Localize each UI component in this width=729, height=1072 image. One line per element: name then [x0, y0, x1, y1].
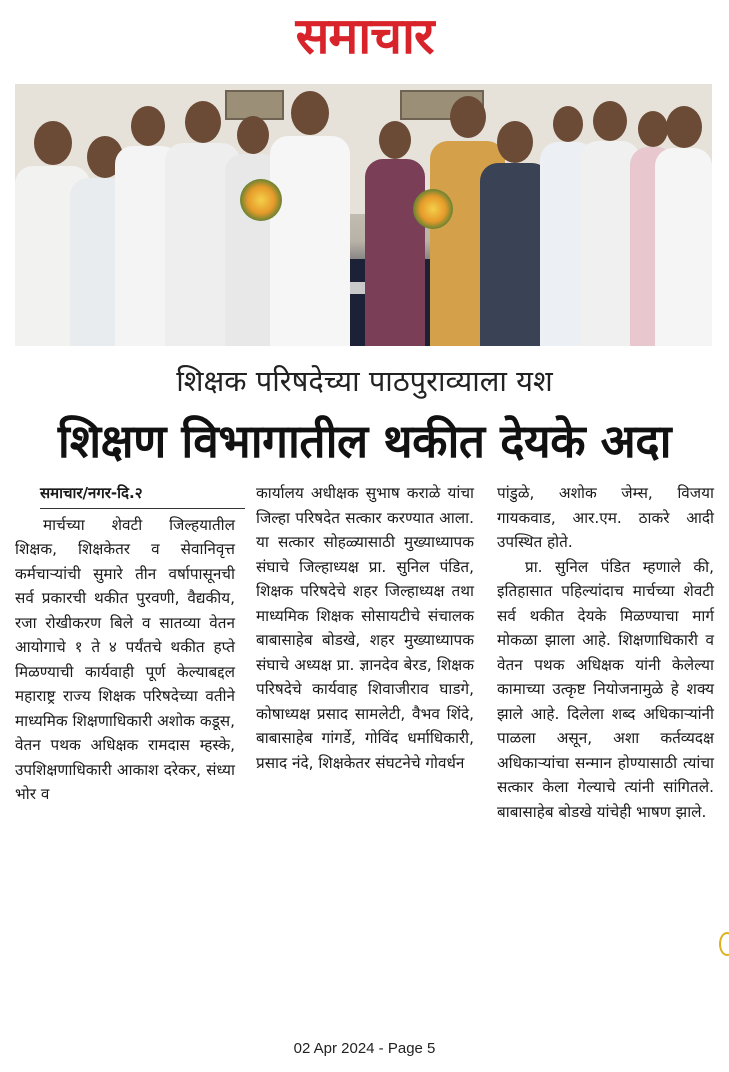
- article-column-2: [256, 481, 474, 775]
- article-headline: शिक्षण विभागातील थकीत देयके अदा: [57, 414, 672, 468]
- person: [365, 121, 425, 346]
- news-photo: [15, 84, 712, 346]
- masthead-title: समाचार: [295, 6, 434, 65]
- flower-bouquet: [240, 179, 282, 221]
- article-column-1: [15, 481, 235, 807]
- article-paragraph: प्रा. सुनिल पंडित म्हणाले की, इतिहासात पहिल्यांदाच मार्चच्या शेवटी सर्व थकीत देयके मिळण्याचा मार्ग मोकळा झाला आहे. शिक्षणाधिकारी व वेतन पथक अधिक्षक यांनी केलेल्या कामाच्या उत्कृष्ट नियोजनामुळे हे शक्य झाले आहे. दिलेला शब्द अधिकाऱ्यांनी पाळला असून, अशा कर्तव्यदक्ष अधिकाऱ्यांचा सन्मान होण्यासाठी त्यांचा सत्कार केला गेल्याचे त्यांनी सांगितले. बाबासाहेब बोडखे यांचेही भाषण झाले.: [497, 557, 714, 821]
- article-paragraph: पांडुळे, अशोक जेम्स, विजया गायकवाड, आर.एम. ठाकरे आदी उपस्थित होते.: [497, 484, 714, 551]
- article-paragraph: कार्यालय अधीक्षक सुभाष कराळे यांचा जिल्हा परिषदेत सत्कार करण्यात आला. या सत्कार सोहळ्यासाठी मुख्याध्यापक संघाचे जिल्हाध्यक्ष प्रा. सुनिल पंडित, शिक्षक परिषदेचे शहर जिल्हाध्यक्ष तथा माध्यमिक शिक्षक सोसायटीचे संचालक बाबासाहेब बोडखे, शहर मुख्याध्यापक संघाचे अध्यक्ष प्रा. ज्ञानदेव बेरड, शिक्षक परिषदेचे कार्यवाह शिवाजीराव घाडगे, कोषाध्यक्ष प्रसाद सामलेटी, वैभव शिंदे, बाबासाहेब गांगर्डे, गोविंद धर्माधिकारी, प्रसाद नंदे, शिक्षकेतर संघटनेचे गोवर्धन: [256, 484, 474, 772]
- article-dateline: समाचार/नगर-दि.२: [40, 481, 245, 509]
- article-subheadline: शिक्षक परिषदेच्या पाठपुराव्याला यश: [176, 364, 553, 398]
- article-column-3: [497, 481, 714, 824]
- person: [270, 91, 350, 346]
- person: [655, 106, 712, 346]
- edge-clip-mark: [719, 932, 729, 956]
- flower-bouquet: [413, 189, 453, 229]
- article-paragraph: मार्चच्या शेवटी जिल्हयातील शिक्षक, शिक्षकेतर व सेवानिवृत्त कर्मचाऱ्यांची सुमारे तीन वर्षापासूनची सर्व प्रकारची थकीत पुरवणी, वैद्यकीय, रजा रोखीकरण बिले व सातव्या वेतन आयोगाचे १ ते ४ पर्यंतचे थकीत हप्ते मिळण्याची कार्यवाही पूर्ण केल्याबद्दल महाराष्ट्र राज्य शिक्षक परिषदेच्या वतीने माध्यमिक शिक्षणाधिकारी अशोक कडूस, वेतन पथक अधिक्षक रामदास म्हस्के, उपशिक्षणाधिकारी आकाश दरेकर, संध्या भोर व: [15, 515, 235, 803]
- page-footer: 02 Apr 2024 - Page 5: [293, 1040, 436, 1057]
